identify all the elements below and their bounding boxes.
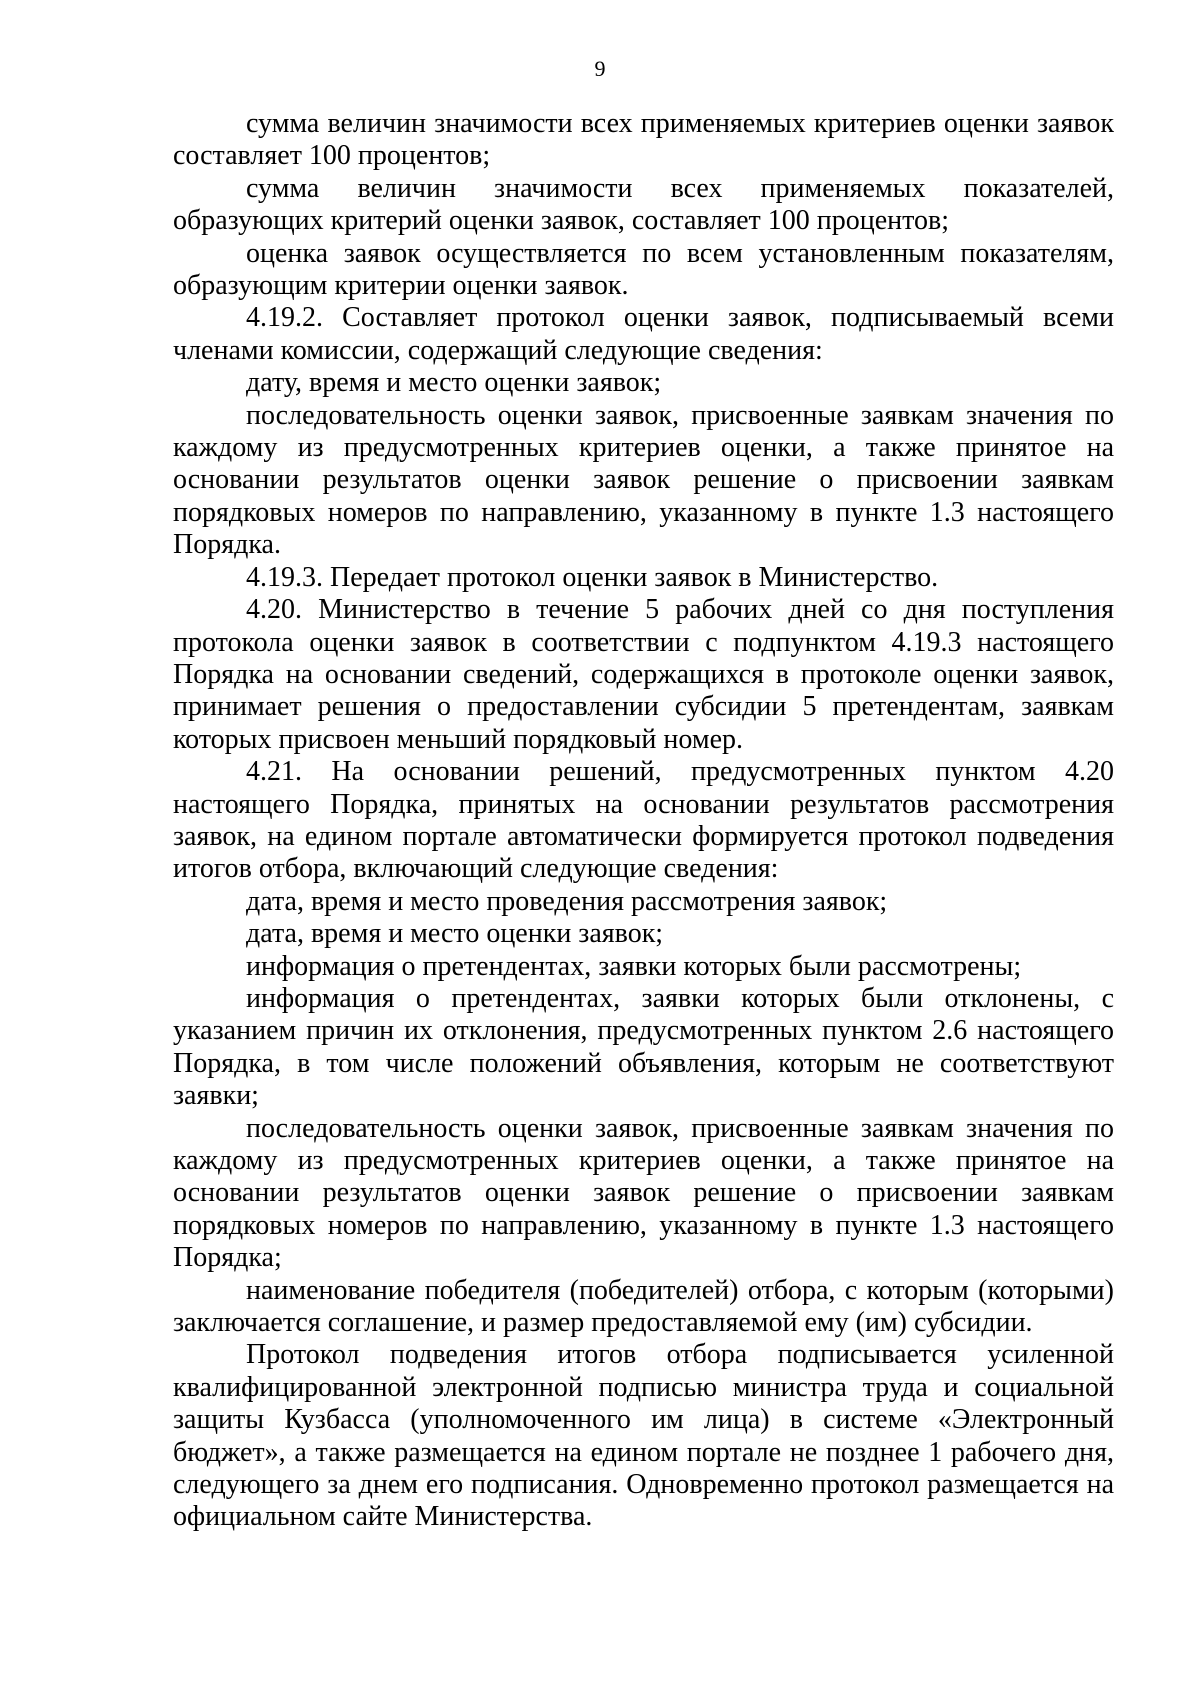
document-body	[173, 108, 1114, 1534]
paragraph: информация о претендентах, заявки которых были отклонены, с указанием причин их отклонения, предусмотренных пунктом 2.6 настоящего Порядка, в том числе положений объявления, которым не соответствуют заявки;	[173, 982, 1114, 1112]
paragraph: 4.19.3. Передает протокол оценки заявок в Министерство.	[246, 561, 939, 593]
paragraph: наименование победителя (победителей) отбора, с которым (которыми) заключается соглашение, и размер предоставляемой ему (им) субсидии.	[173, 1274, 1114, 1339]
paragraph: 4.19.2. Составляет протокол оценки заявок, подписываемый всеми членами комиссии, содержащий следующие сведения:	[173, 302, 1114, 366]
paragraph: 4.21. На основании решений, предусмотренных пунктом 4.20 настоящего Порядка, принятых на основании результатов рассмотрения заявок, на едином портале автоматически формируется протокол подведения итогов отбора, включающий следующие сведения:	[173, 756, 1114, 885]
paragraph: дата, время и место оценки заявок;	[246, 918, 664, 950]
paragraph: последовательность оценки заявок, присвоенные заявкам значения по каждому из предусмотренных критериев оценки, а также принятое на основании результатов оценки заявок решение о присвоении заявкам порядковых номеров по направлению, указанному в пункте 1.3 настоящего Порядка.	[173, 399, 1114, 561]
paragraph: Протокол подведения итогов отбора подписывается усиленной квалифицированной электронной подписью министра труда и социальной защиты Кузбасса (уполномоченного им лица) в системе «Электронный бюджет», а также размещается на едином портале не позднее 1 рабочего дня, следующего за днем его подписания. Одновременно протокол размещается на официальном сайте Министерства.	[173, 1339, 1114, 1533]
page-number: 9	[594, 56, 606, 81]
paragraph: оценка заявок осуществляется по всем установленным показателям, образующим критерии оценки заявок.	[173, 237, 1114, 302]
paragraph: 4.20. Министерство в течение 5 рабочих дней со дня поступления протокола оценки заявок в соответствии с подпунктом 4.19.3 настоящего Порядка на основании сведений, содержащихся в протоколе оценки заявок, принимает решения о предоставлении субсидии 5 претендентам, заявкам которых присвоен меньший порядковый номер.	[173, 594, 1114, 755]
paragraph: дата, время и место проведения рассмотрения заявок;	[246, 885, 888, 917]
paragraph: сумма величин значимости всех применяемых показателей, образующих критерий оценки заявок, составляет 100 процентов;	[173, 172, 1114, 237]
paragraph: сумма величин значимости всех применяемых критериев оценки заявок составляет 100 процентов;	[173, 108, 1114, 172]
paragraph: дату, время и место оценки заявок;	[246, 367, 662, 399]
paragraph: последовательность оценки заявок, присвоенные заявкам значения по каждому из предусмотренных критериев оценки, а также принятое на основании результатов оценки заявок решение о присвоении заявкам порядковых номеров по направлению, указанному в пункте 1.3 настоящего Порядка;	[173, 1112, 1114, 1274]
paragraph: информация о претендентах, заявки которых были рассмотрены;	[246, 950, 1022, 982]
